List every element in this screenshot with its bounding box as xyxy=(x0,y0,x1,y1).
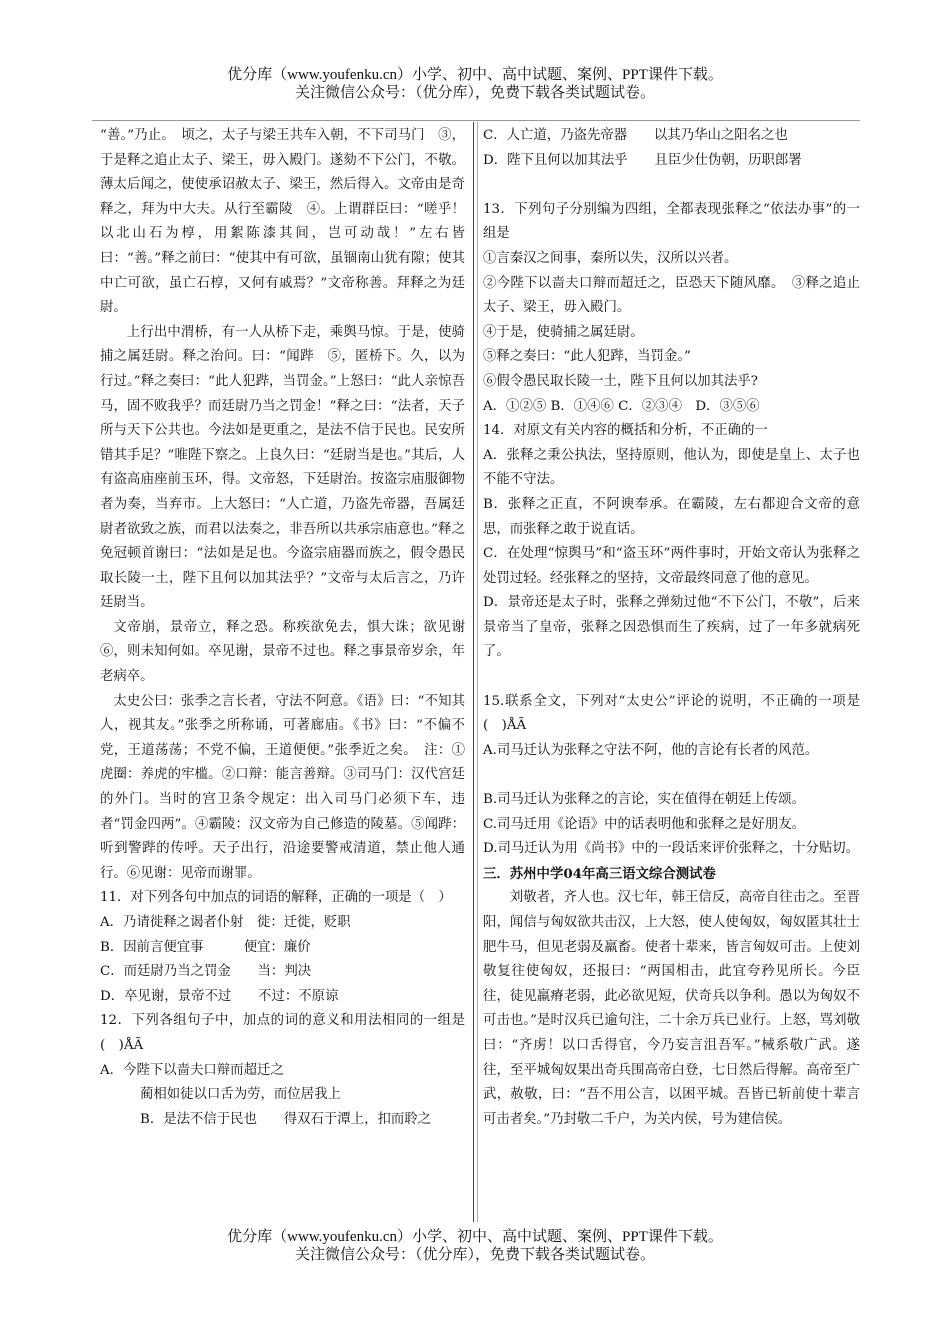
question-12-option-c: C．人亡道，乃盗先帝器 以其乃华山之阳名之也 xyxy=(483,128,788,143)
question-14-option-d: D．景帝还是太子时，张释之弹劾过他“不下公门，不敬”，后来景帝当了皇帝，张释之因恐惧而生了疾病，过了一年多就病死了。 xyxy=(483,595,860,660)
question-13: 13．下列句子分别编为四组，全都表现张释之“依法办事”的一组是 xyxy=(483,201,860,242)
section-heading: 三．苏州中学04年高三语文综合测试卷 xyxy=(483,865,716,882)
question-15-option-c: C.司马迁用《论语》中的话表明他和张释之是好朋友。 xyxy=(483,816,806,832)
question-12-option-d: D．陛下且何以加其法乎 且臣少仕伪朝，历职郎署 xyxy=(483,152,802,168)
banner-line-2: 关注微信公众号：（优分库），免费下载各类试题试卷。 xyxy=(294,85,655,101)
question-13-item: ⑤释之奏曰：“此人犯跸，当罚金。” xyxy=(483,349,691,365)
question-13-item: ①言秦汉之间事，秦所以失，汉所以兴者。 xyxy=(483,250,738,266)
passage-paragraph: “善。”乃止。 顷之，太子与梁王共车入朝，不下司马门 ③，于是释之追止太子、梁王，毋入殿门。遂劾不下公门，不敬。薄太后闻之，使使承诏赦太子、梁王，然后得入。文帝由是奇释之，拜为中大夫。从行至霸陵 ④。上谓群臣曰：“嗟乎！以北山石为椁，用絮陈漆其间，岂可动哉！”左右皆曰：“善。”释之前曰：“使其中有可欲，虽锢南山犹有隙；使其中亡可欲，虽亡石椁，又何有戚焉？”文帝称善。拜释之为廷尉。 xyxy=(100,128,465,316)
question-14-option-c: C．在处理“惊舆马”和“盗玉环”两件事时，开始文帝认为张释之处罚过轻。经张释之的坚持，文帝最终同意了他的意见。 xyxy=(483,546,860,586)
question-11-option-d: D．卒见谢，景帝不过 不过：不原谅 xyxy=(100,988,339,1004)
question-12-option-b: B．是法不信于民也 得双石于潭上，扣而聆之 xyxy=(140,1111,432,1127)
header-banner xyxy=(0,66,950,102)
right-column xyxy=(483,124,860,1132)
question-13-options: A．①②⑤ B．①④⑥ C．②③④ D．③⑤⑥ xyxy=(483,398,760,414)
column-divider xyxy=(473,122,474,1222)
question-14: 14．对原文有关内容的概括和分析，不正确的一 xyxy=(483,423,768,439)
passage-paragraph: 刘敬者，齐人也。汉七年，韩王信反，高帝自往击之。至晋阳，闻信与匈奴欲共击汉，上大怒，使人使匈奴，匈奴匿其壮士肥牛马，但见老弱及羸畜。使者十辈来，皆言匈奴可击。上使刘敬复往使匈奴，还报曰：“两国相击，此宜夸矜见所长。今臣往，徒见羸瘠老弱，此必欲见短，伏奇兵以争利。愚以为匈奴不可击也。”是时汉兵已逾句注，二十余万兵已业行。上怒，骂刘敬曰：“齐虏！以口舌得官，今乃妄言沮吾军。”械系敬广武。遂往，至平城匈奴果出奇兵围高帝白登，七日然后得解。高帝至广武，赦敬，曰：“吾不用公言，以困平城。吾皆已斩前使十辈言可击者矣。”乃封敬二千户，为关内侯，号为建信侯。 xyxy=(483,890,860,1127)
question-14-option-a: A．张释之秉公执法，坚持原则，他认为，即使是皇上、太子也不能不守法。 xyxy=(483,447,860,488)
column-divider-inner xyxy=(477,122,478,1222)
question-15-option-d: D.司马迁认为用《尚书》中的一段话来评价张释之，十分贴切。 xyxy=(483,841,860,857)
top-rule xyxy=(92,120,860,121)
question-15-option-a: A.司马迁认为张释之守法不阿，他的言论有长者的风范。 xyxy=(483,742,819,758)
footer-banner xyxy=(0,1228,950,1264)
question-12-option-a: A．今陛下以啬夫口辩而超迁之 xyxy=(100,1062,284,1078)
question-11: 11．对下列各句中加点的词语的解释，正确的一项是（ ） xyxy=(100,890,452,906)
question-13-item: ②今陛下以啬夫口辩而超迁之，臣恐天下随风靡。 ③释之追止太子、梁王，毋入殿门。 xyxy=(483,275,860,316)
passage-paragraph: 上行出中渭桥，有一人从桥下走，乘舆马惊。于是，使骑捕之属廷尉。释之治问。曰：“闻跸 ⑤，匿桥下。久，以为行过。”释之奏曰：“此人犯跸，当罚金。”上怒曰：“此人亲惊吾马，固不败我乎？而廷尉乃当之罚金！”释之曰：“法者，天子所与天下公共也。今法如是更重之，是法不信于民也。民安所错其手足？”唯陛下察之。上良久曰：“廷尉当是也。”其后，人有盗高庙座前玉环，得。文帝怒，下廷尉治。按盗宗庙服御物者为奏，当弃市。上大怒曰：“人亡道，乃盗先帝器，吾属廷尉者欲致之族，而君以法奏之，非吾所以共承宗庙意也。”释之免冠顿首谢曰：“法如是足也。今盗宗庙器而族之，假令愚民取长陵一土，陛下且何以加其法乎？”文帝与太后言之，乃许廷尉当。 xyxy=(100,324,465,611)
question-14-option-b: B．张释之正直，不阿谀奉承。在霸陵，左右都迎合文帝的意思，而张释之敢于说直话。 xyxy=(483,496,860,537)
left-column xyxy=(100,124,479,1132)
passage-paragraph-comment: 太史公曰：张季之言长者，守法不阿意。《语》曰：“不知其人，视其友。”张季之所称诵，可著廊庙。《书》曰：“不偏不党，王道荡荡；不党不偏，王道便便。”张季近之矣。 注：①虎圈：养虎的牢槛。②口辩：能言善辩。③司马门：汉代宫廷的外门。当时的宫卫条令规定：出入司马门必须下车，违者“罚金四两”。④霸陵：汉文帝为自己修造的陵墓。⑤闻跸：听到警跸的传呼。天子出行，沿途要警戒清道，禁止他人通行。⑥见谢：见帝而谢罪。 xyxy=(100,693,465,881)
question-15: 15.联系全文，下列对“太史公”评论的说明，不正确的一项是( )ÅÃ xyxy=(483,693,860,734)
question-12-option-a-pair: 蔺相如徒以口舌为劳，而位居我上 xyxy=(140,1087,341,1103)
passage-paragraph: 文帝崩，景帝立，释之恐。称疾欲免去，惧大诛；欲见谢 ⑥，则未知何如。卒见谢，景帝不过也。释之事景帝岁余，年老病卒。 xyxy=(100,619,479,685)
banner-line-2: 关注微信公众号：（优分库），免费下载各类试题试卷。 xyxy=(294,1247,655,1263)
question-13-item: ④于是，使骑捕之属廷尉。 xyxy=(483,324,644,340)
banner-line-1: 优分库（www.youfenku.cn）小学、初中、高中试题、案例、PPT课件下载。 xyxy=(227,1229,723,1245)
question-15-option-b: B.司马迁认为张释之的言论，实在值得在朝廷上传颂。 xyxy=(483,792,806,808)
question-11-option-c: C．而廷尉乃当之罚金 当：判决 xyxy=(100,964,312,980)
banner-line-1: 优分库（www.youfenku.cn）小学、初中、高中试题、案例、PPT课件下载。 xyxy=(227,67,723,83)
question-13-item: ⑥假令愚民取长陵一土，陛下且何以加其法乎? xyxy=(483,373,758,389)
question-11-option-b: B．因前言便宜事 便宜：廉价 xyxy=(100,939,311,955)
question-12: 12．下列各组句子中，加点的词的意义和用法相同的一组是( )ÅÃ xyxy=(100,1013,465,1053)
question-11-option-a: A．乃请徙释之谒者仆射 徙：迁徙，贬职 xyxy=(100,915,351,930)
